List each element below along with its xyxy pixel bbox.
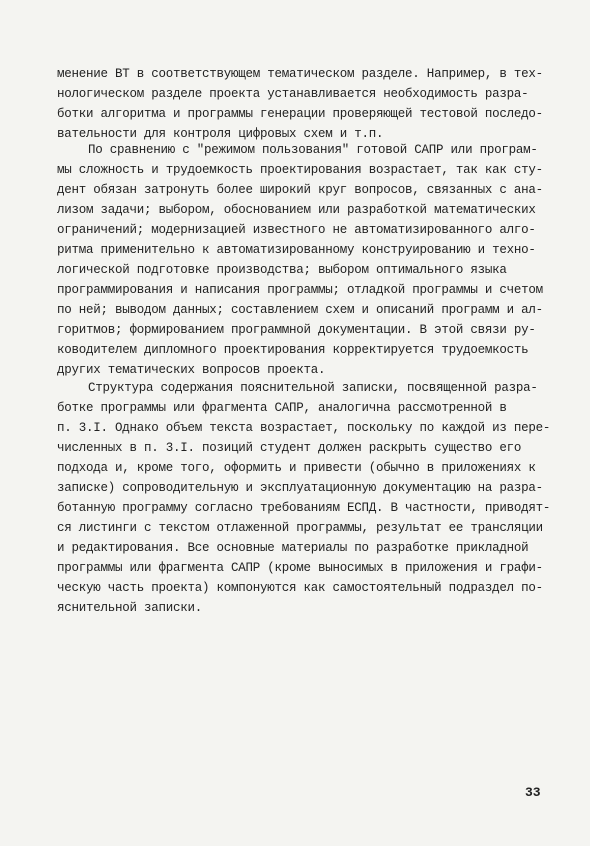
text-line: численных в п. 3.I. позиций студент должен раскрыть существо его bbox=[57, 441, 522, 455]
text-line: ботки алгоритма и программы генерации проверяющей тестовой последо- bbox=[57, 107, 543, 121]
text-line: ритма применительно к автоматизированному конструированию и техно- bbox=[57, 243, 536, 257]
text-line: и редактирования. Все основные материалы по разработке прикладной bbox=[57, 541, 529, 555]
text-line: программы или фрагмента САПР (кроме выносимых в приложения и графи- bbox=[57, 561, 543, 575]
text-line: ограничений; модернизацией известного не автоматизированного алго- bbox=[57, 223, 536, 237]
text-line: ся листинги с текстом отлаженной программы, результат ее трансляции bbox=[57, 521, 543, 535]
text-line: записке) сопроводительную и эксплуатационную документацию на разра- bbox=[57, 481, 543, 495]
text-line: логической подготовке производства; выбором оптимального языка bbox=[57, 263, 507, 277]
text-line: по ней; выводом данных; составлением схем и описаний программ и ал- bbox=[57, 303, 543, 317]
text-line: ческую часть проекта) компонуются как самостоятельный подраздел по- bbox=[57, 581, 543, 595]
text-line: По сравнению с "режимом пользования" готовой САПР или програм- bbox=[88, 143, 538, 157]
text-line: программирования и написания программы; отладкой программы и счетом bbox=[57, 283, 543, 297]
text-line: Структура содержания пояснительной записки, посвященной разра- bbox=[88, 381, 538, 395]
text-line: менение ВТ в соответствующем тематическом разделе. Например, в тех- bbox=[57, 67, 543, 81]
text-line: вательности для контроля цифровых схем и т.п. bbox=[57, 127, 384, 141]
text-line: ководителем дипломного проектирования корректируется трудоемкость bbox=[57, 343, 529, 357]
text-line: дент обязан затронуть более широкий круг вопросов, связанных с ана- bbox=[57, 183, 543, 197]
page-number: 33 bbox=[525, 785, 541, 800]
text-line: нологическом разделе проекта устанавливается необходимость разра- bbox=[57, 87, 529, 101]
text-line: горитмов; формированием программной документации. В этой связи ру- bbox=[57, 323, 536, 337]
text-line: лизом задачи; выбором, обоснованием или разработкой математических bbox=[57, 203, 536, 217]
text-line: яснительной записки. bbox=[57, 601, 203, 615]
text-line: ботанную программу согласно требованиям ЕСПД. В частности, приводят- bbox=[57, 501, 551, 515]
text-line: подхода и, кроме того, оформить и привести (обычно в приложениях к bbox=[57, 461, 536, 475]
text-line: ботке программы или фрагмента САПР, аналогична рассмотренной в bbox=[57, 401, 507, 415]
text-line: мы сложность и трудоемкость проектирования возрастает, так как сту- bbox=[57, 163, 543, 177]
text-line: других тематических вопросов проекта. bbox=[57, 363, 326, 377]
text-line: п. 3.I. Однако объем текста возрастает, поскольку по каждой из пере- bbox=[57, 421, 551, 435]
